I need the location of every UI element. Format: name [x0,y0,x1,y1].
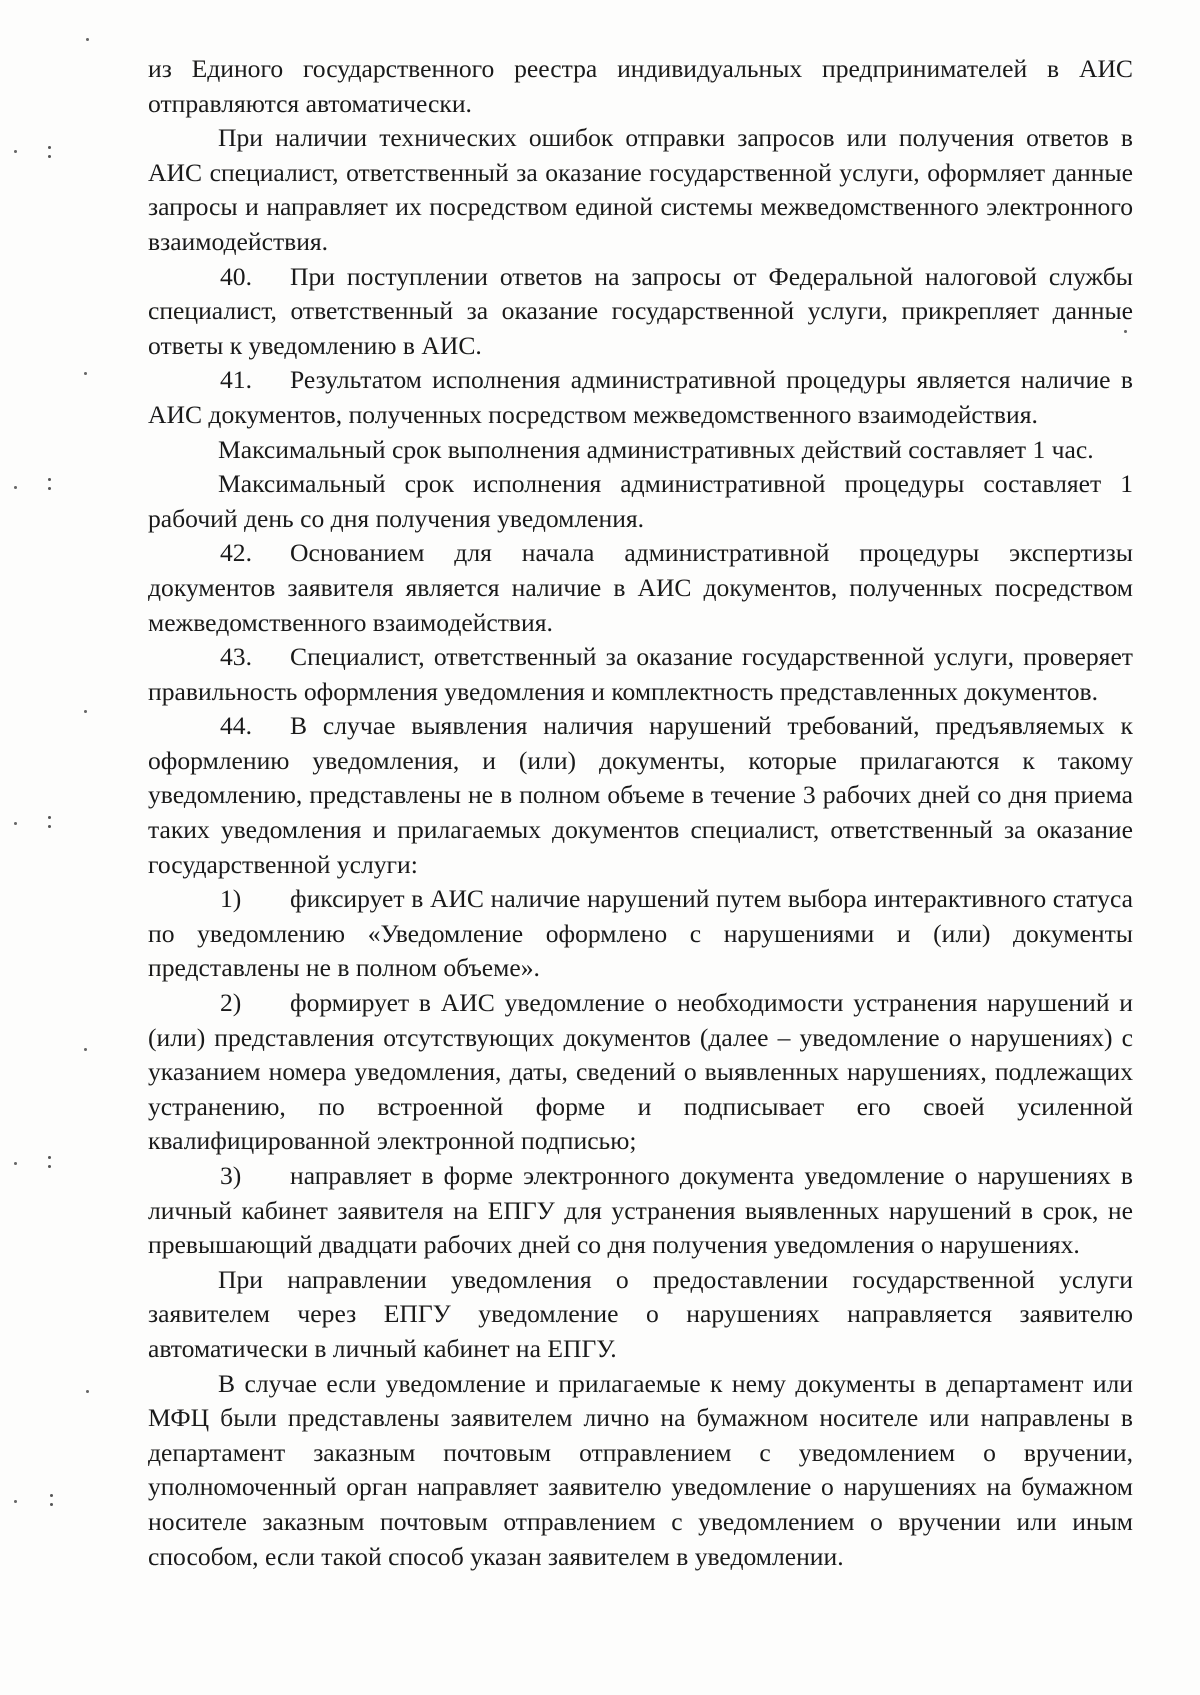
list-item-number: 2) [220,988,242,1018]
scan-mark [84,372,87,375]
list-item-number: 1) [220,884,242,914]
numbered-paragraph: 44. В случае выявления наличия нарушений требований, предъявляемых к оформлению уведомления, и (или) документы, которые прилагаются к такому уведомлению, представлены не в полном объеме в течение 3 рабочих дней со дня приема таких уведомления и прилагаемых документов специалист, ответственный за оказание государственной услуги: [148,711,1133,879]
paragraph: из Единого государственного реестра индивидуальных предпринимателей в АИС отправляются автоматически. [148,54,1133,118]
paragraph: В случае если уведомление и прилагаемые к нему документы в департамент или МФЦ были представлены заявителем лично на бумажном носителе или направлены в департамент заказным почтовым отправлением с уведомлением о вручении, уполномоченный орган направляет заявителю уведомление о нарушениях на бумажном носителе заказным почтовым отправлением с уведомлением о вручении или иным способом, если такой способ указан заявителем в уведомлении. [148,1368,1133,1571]
scan-mark [84,1048,87,1051]
list-item-number: 3) [220,1161,242,1190]
paragraph-number: 44. [220,711,252,741]
paragraph-number: 41. [220,365,252,395]
numbered-paragraph: 42. Основанием для начала административной процедуры экспертизы документов заявителя является наличие в АИС документов, полученных посредством межведомственного взаимодействия. [148,538,1133,637]
scan-mark [84,710,87,713]
paragraph: Максимальный срок исполнения административной процедуры составляет 1 рабочий день со дня получения уведомления. [148,469,1133,533]
scan-mark [50,1494,53,1506]
list-item: 1) фиксирует в АИС наличие нарушений путем выбора интерактивного статуса по уведомлению «Уведомление оформлено с нарушениями и (или) документы представлены не в полном объеме». [148,884,1133,983]
paragraph: При наличии технических ошибок отправки запросов или получения ответов в АИС специалист, ответственный за оказание государственной услуги, оформляет данные запросы и направляет их посредством единой системы межведомственного электронного взаимодействия. [148,123,1133,256]
scan-mark [86,38,89,41]
list-item: 3) направляет в форме электронного документа уведомление о нарушениях в личный кабинет заявителя на ЕПГУ для устранения выявленных нарушений в срок, не превышающий двадцати рабочих дней со дня получения уведомления о нарушениях. [148,1161,1133,1260]
scan-mark [48,146,51,158]
document-body [148,52,1133,1574]
paragraph: Максимальный срок выполнения административных действий составляет 1 час. [218,434,1094,464]
scan-mark [86,1390,89,1393]
paragraph: При направлении уведомления о предоставлении государственной услуги заявителем через ЕПГУ уведомление о нарушениях направляется заявителю автоматически в личный кабинет на ЕПГУ. [148,1264,1133,1363]
numbered-paragraph: 40. При поступлении ответов на запросы от Федеральной налоговой службы специалист, ответственный за оказание государственной услуги, прикрепляет данные ответы к уведомлению в АИС. [148,261,1133,360]
scan-mark [14,1162,17,1165]
paragraph-number: 43. [220,642,252,672]
list-item: 2) формирует в АИС уведомление о необходимости устранения нарушений и (или) представления отсутствующих документов (далее – уведомление о нарушениях) с указанием номера уведомления, даты, сведений о выявленных нарушениях, подлежащих устранению, по встроенной форме и подписывает его своей усиленной квалифицированной электронной подписью; [148,988,1133,1156]
paragraph-number: 42. [220,538,252,568]
scan-mark [48,478,51,490]
scan-mark [14,486,17,489]
scan-mark [48,816,51,828]
scan-mark [14,1500,17,1503]
numbered-paragraph: 43. Специалист, ответственный за оказание государственной услуги, проверяет правильность оформления уведомления и комплектность представленных документов. [148,642,1133,706]
scan-mark [14,822,17,825]
scan-mark [48,1156,51,1168]
numbered-paragraph: 41. Результатом исполнения административной процедуры является наличие в АИС документов, полученных посредством межведомственного взаимодействия. [148,365,1133,429]
scan-mark [14,150,17,153]
paragraph-number: 40. [220,261,252,291]
